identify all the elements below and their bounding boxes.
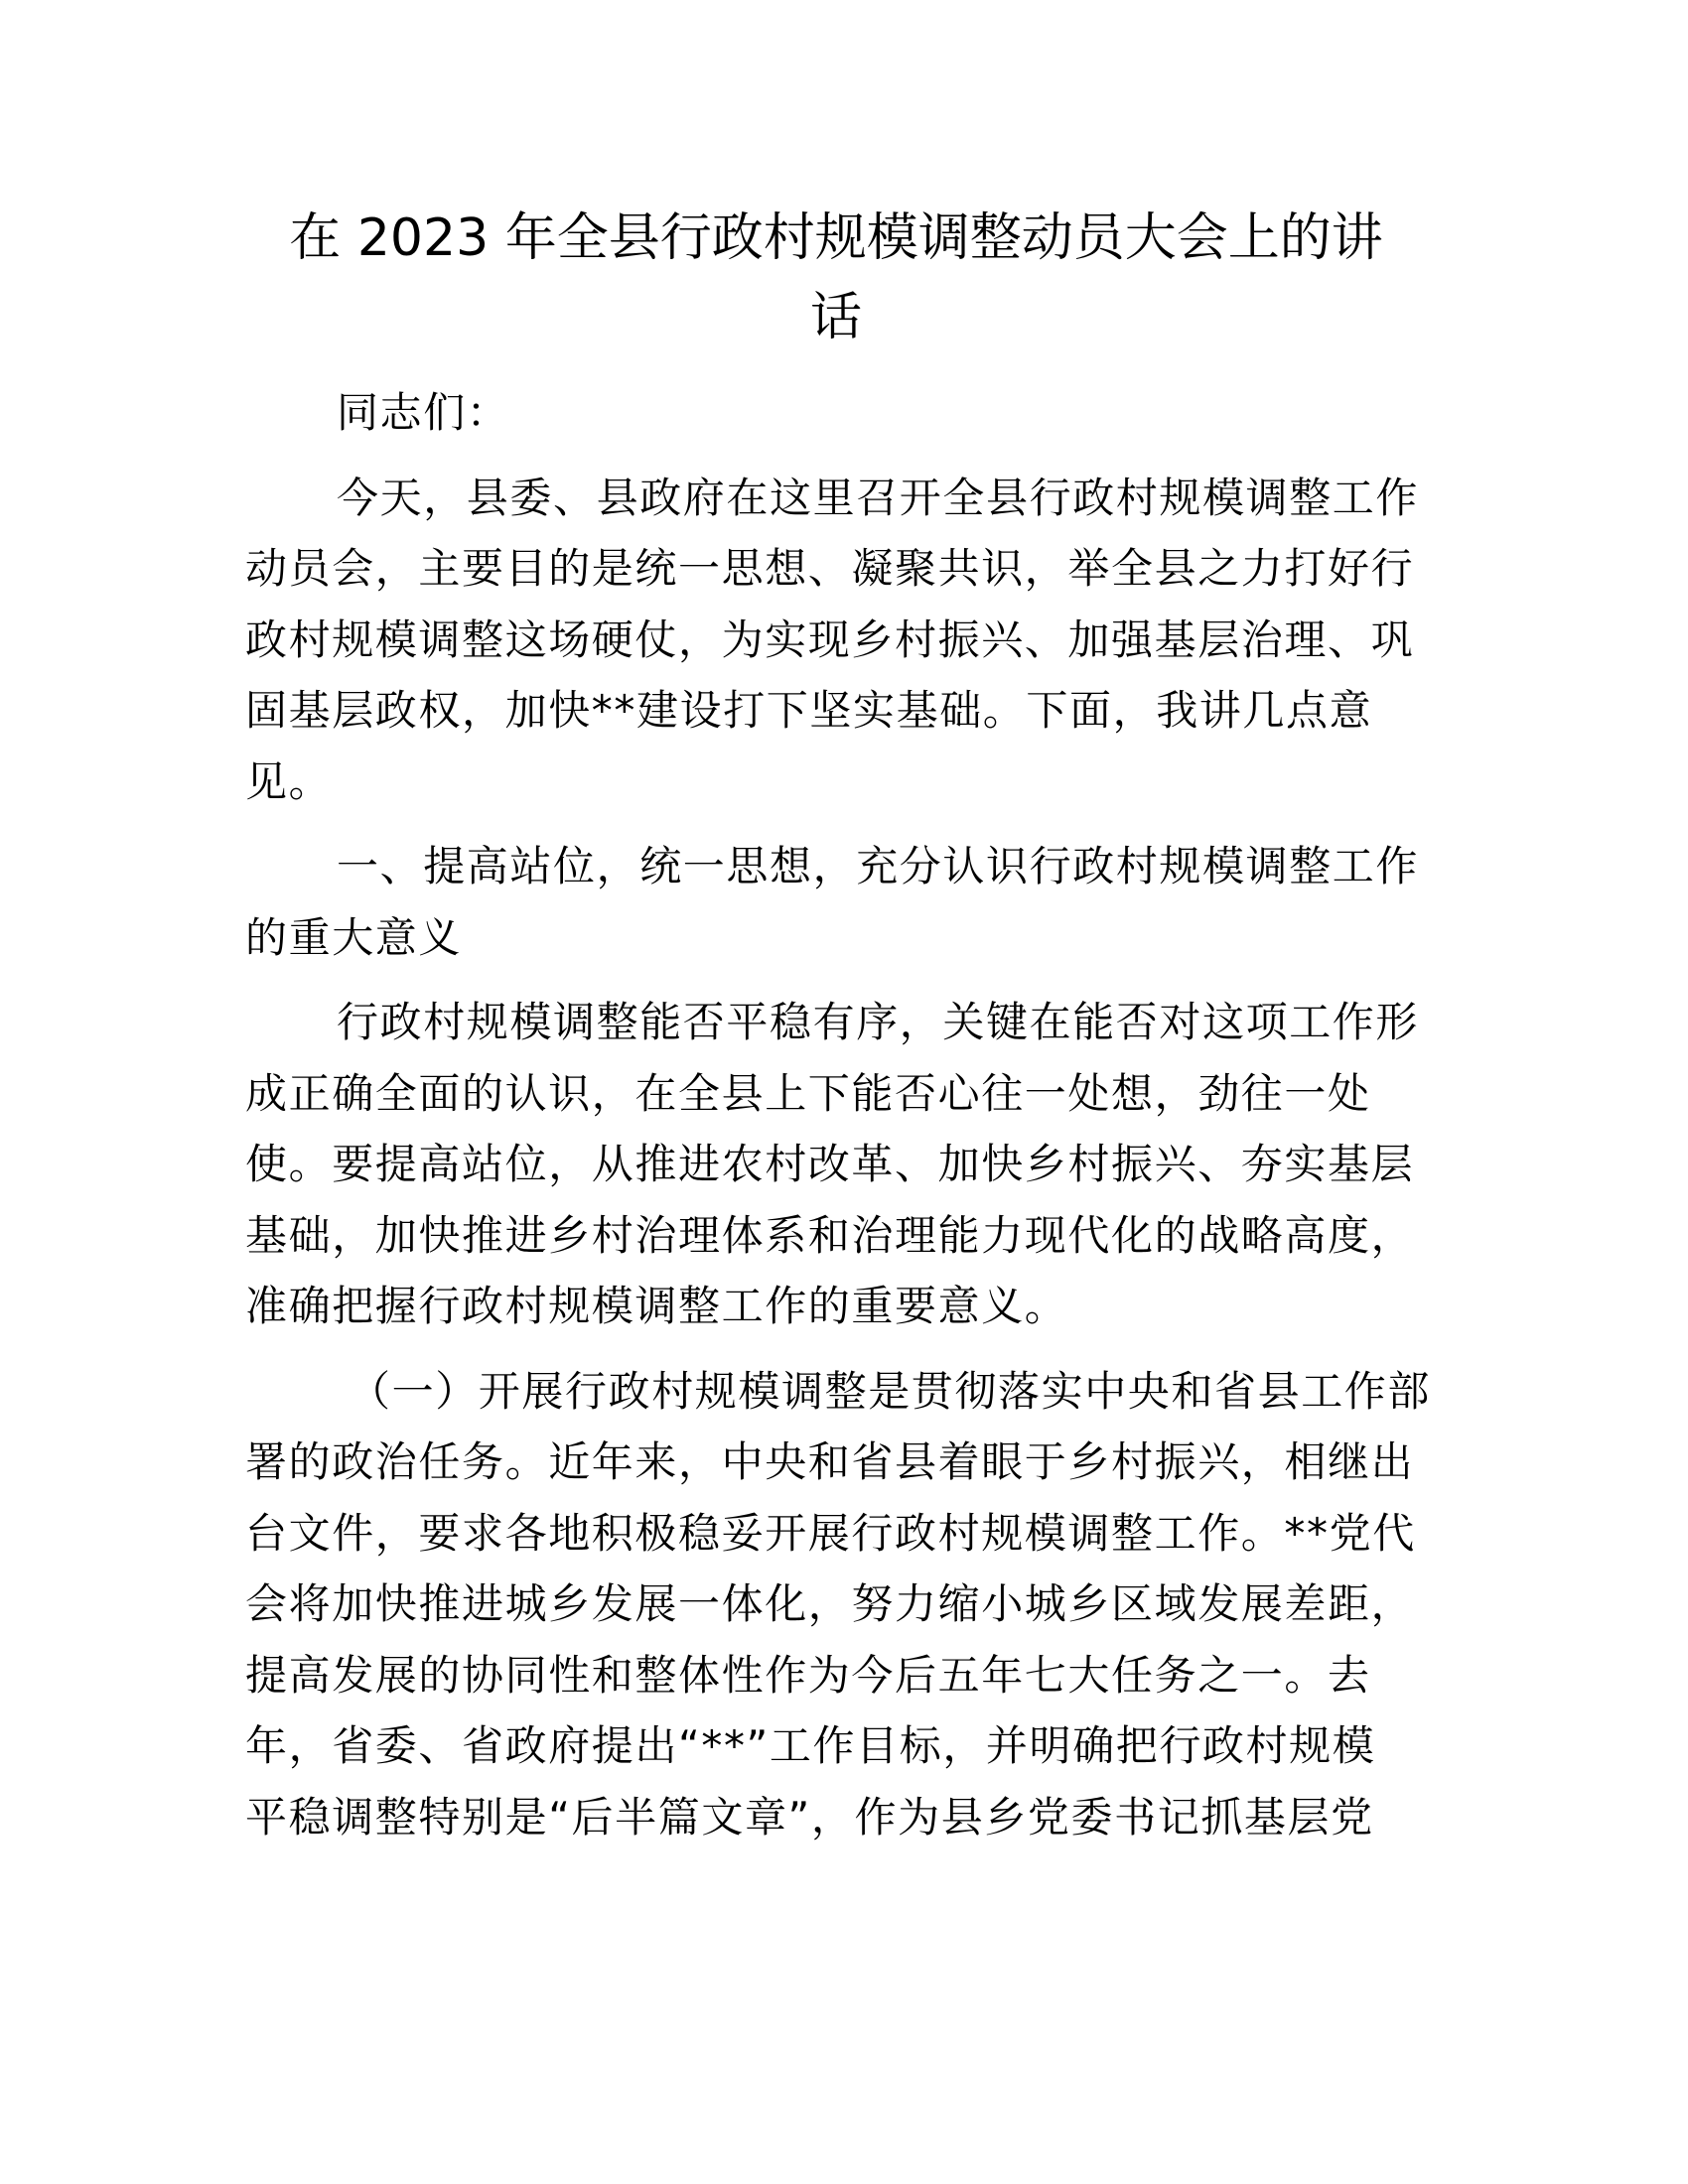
paragraph-line: 准确把握行政村规模调整工作的重要意义。: [245, 1282, 1068, 1330]
paragraph-line: 提高发展的协同性和整体性作为今后五年七大任务之一。去: [245, 1650, 1371, 1700]
paragraph-significance: [245, 987, 1437, 1342]
paragraph-subsection-1: [245, 1356, 1437, 1853]
title-line-1: 在 2023 年全县行政村规模调整动员大会上的讲: [289, 208, 1383, 268]
document-title: [245, 199, 1427, 357]
heading-line: 的重大意义: [245, 912, 463, 962]
paragraph-line: 会将加快推进城乡发展一体化，努力缩小城乡区域发展差距，: [245, 1579, 1415, 1628]
paragraph-line: 政村规模调整这场硬仗，为实现乡村振兴、加强基层治理、巩: [245, 614, 1415, 664]
paragraph-gap: [245, 449, 1437, 463]
paragraph-line: 平稳调整特别是“后半篇文章”，作为县乡党委书记抓基层党: [245, 1792, 1374, 1842]
paragraph-line: 使。要提高站位，从推进农村改革、加快乡村振兴、夯实基层: [245, 1140, 1415, 1188]
paragraph-line: （一）开展行政村规模调整是贯彻落实中央和省县工作部: [349, 1366, 1432, 1416]
salutation: 同志们：: [337, 388, 510, 437]
paragraph-gap: [245, 817, 1437, 831]
paragraph-line: 台文件，要求各地积极稳妥开展行政村规模调整工作。**党代: [245, 1508, 1416, 1558]
paragraph-line: 固基层政权，加快**建设打下坚实基础。下面，我讲几点意: [245, 686, 1373, 735]
document-body: [245, 377, 1437, 1852]
paragraph-line: 行政村规模调整能否平稳有序，关键在能否对这项工作形: [337, 998, 1420, 1046]
paragraph-intro: [245, 463, 1437, 818]
paragraph-gap: [245, 1342, 1437, 1356]
section-heading-1: [245, 831, 1437, 973]
paragraph-line: 年，省委、省政府提出“**”工作目标，并明确把行政村规模: [245, 1721, 1376, 1770]
heading-line: 一、提高站位，统一思想，充分认识行政村规模调整工作: [337, 842, 1420, 890]
title-line-2: 话: [809, 288, 862, 347]
paragraph-line: 成正确全面的认识，在全县上下能否心往一处想，劲往一处: [245, 1068, 1371, 1118]
paragraph-line: 动员会，主要目的是统一思想、凝聚共识，举全县之力打好行: [245, 544, 1415, 593]
paragraph-line: 今天，县委、县政府在这里召开全县行政村规模调整工作: [337, 473, 1420, 522]
paragraph-gap: [245, 973, 1437, 987]
paragraph-line: 见。: [245, 756, 333, 806]
paragraph-line: 基础，加快推进乡村治理体系和治理能力现代化的战略高度，: [245, 1210, 1415, 1260]
paragraph-line: 署的政治任务。近年来，中央和省县着眼于乡村振兴，相继出: [245, 1437, 1415, 1486]
